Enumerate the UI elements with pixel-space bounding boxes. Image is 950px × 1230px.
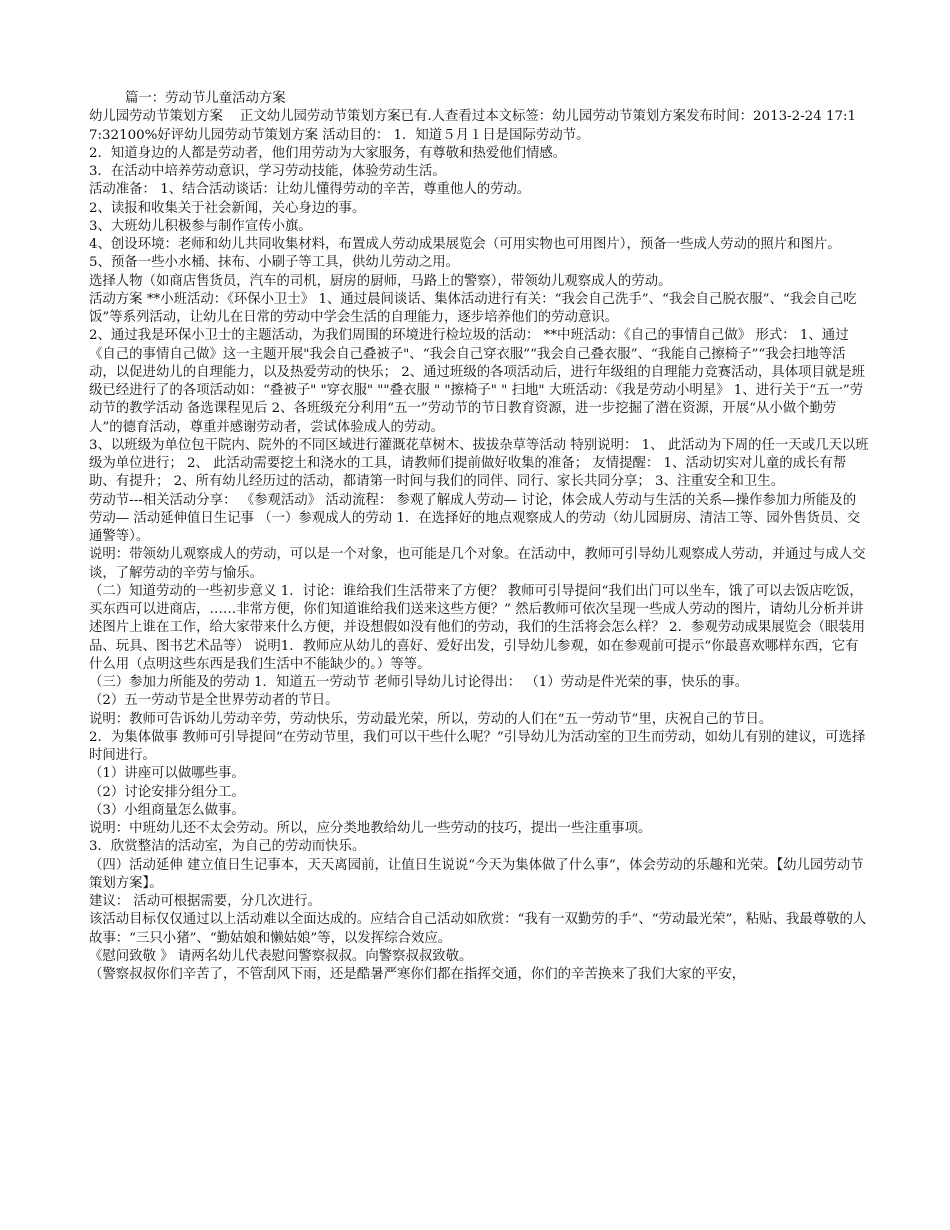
- paragraph: 3、以班级为单位包干院内、院外的不同区域进行灌溉花草树木、拔拔杂草等活动 特别说明： 1、 此活动为下周的任一天或几天以班级为单位进行； 2、 此活动需要挖土和浇水的工具，请教师们提前做好收集的准备； 友情提醒： 1、活动切实对儿童的成长有帮助、有提升； 2、所有幼儿经历过的活动，都请第一时间与我们的同伴、同行、家长共同分享； 3、注重安全和卫生。: [89, 437, 869, 490]
- paragraph: 幼儿园劳动节策划方案 正文幼儿园劳动节策划方案已有.人查看过本文标签：幼儿园劳动节策划方案发布时间：2013-2-24 17:17:32100%好评幼儿园劳动节策划方案 活动目的： 1．知道５月１日是国际劳动节。: [89, 109, 857, 143]
- paragraph: 2．知道身边的人都是劳动者，他们用劳动为大家服务，有尊敬和热爱他们情感。: [89, 145, 567, 161]
- document-body: [89, 90, 869, 984]
- list-item: （3）小组商量怎么做事。: [89, 802, 245, 818]
- paragraph: 说明：带领幼儿观察成人的劳动，可以是一个对象，也可能是几个对象。在活动中，教师可引导幼儿观察成人劳动，并通过与成人交谈，了解劳动的辛劳与愉乐。: [89, 547, 866, 581]
- paragraph: （四）活动延伸 建立值日生记事本，天天离园前，让值日生说说“今天为集体做了什么事”，体会劳动的乐趣和光荣。【幼儿园劳动节策划方案】。: [89, 857, 864, 891]
- list-item: （1）讲座可以做哪些事。: [89, 766, 245, 782]
- paragraph: 《慰问致敬 》 请两名幼儿代表慰问警察叔叔。向警察叔叔致敬。: [89, 948, 473, 964]
- document-title: 篇一：劳动节儿童活动方案: [125, 91, 286, 106]
- paragraph: （警察叔叔你们辛苦了，不管刮风下雨，还是酷暑严寒你们都在指挥交通，你们的辛苦换来了我们大家的平安，: [89, 967, 746, 982]
- list-item: （2）讨论安排分组分工。: [89, 784, 245, 800]
- paragraph: 劳动节---相关活动分享： 《参观活动》 活动流程： 参观了解成人劳动— 讨论，体会成人劳动与生活的关系—操作参加力所能及的劳动— 活动延伸值日生记事 （一）参观成人的劳动 1．在选择好的地点观察成人的劳动（幼儿园厨房、清洁工等、园外售货员、交通警等）。: [89, 492, 861, 544]
- paragraph: 说明：中班幼儿还不太会劳动。所以，应分类地教给幼儿一些劳动的技巧，提出一些注重事项。: [89, 821, 652, 836]
- paragraph: 活动方案 **小班活动：《环保小卫士》 1、通过晨间谈话、集体活动进行有关：“我会自己洗手”、“我会自己脱衣服”、“我会自己吃饭”等系列活动，让幼儿在日常的劳动中学会生活的自理能力，逐步培养他们的劳动意识。: [89, 291, 857, 325]
- paragraph: （二）知道劳动的一些初步意义 1．讨论：谁给我们生活带来了方便？ 教师可引导提问“我们出门可以坐车，饿了可以去饭店吃饭，买东西可以进商店，……非常方便，你们知道谁给我们送来这些方便？” 然后教师可依次呈现一些成人劳动的图片，请幼儿分析并讲述图片上谁在工作，给大家带来什么方便，并设想假如没有他们的劳动，我们的生活将会怎么样？ 2．参观劳动成果展览会（眼装用品、玩具、图书艺术品等） 说明1．教师应从幼儿的喜好、爱好出发，引导幼儿参观，如在参观前可提示“你最喜欢哪样东西，它有什么用（点明这些东西是我们生活中不能缺少的。）等等。: [89, 583, 866, 672]
- paragraph: 4、创设环境：老师和幼儿共同收集材料，布置成人劳动成果展览会（可用实物也可用图片），预备一些成人劳动的照片和图片。: [89, 237, 841, 252]
- paragraph: 活动准备： 1、结合活动谈话：让幼儿懂得劳动的辛苦，尊重他人的劳动。: [89, 182, 531, 198]
- paragraph: 说明：教师可告诉幼儿劳动辛劳，劳动快乐，劳动最光荣，所以，劳动的人们在“五一劳动节”里，庆祝自己的节日。: [89, 711, 773, 727]
- paragraph: 3、大班幼儿积极参与制作宣传小旗。: [89, 218, 312, 234]
- paragraph: 3．欣赏整洁的活动室，为自己的劳动而快乐。: [89, 839, 366, 855]
- paragraph: 3．在活动中培养劳动意识，学习劳动技能，体验劳动生活。: [89, 164, 446, 179]
- paragraph: 5、预备一些小水桶、抹布、小刷子等工具，供幼儿劳动之用。: [89, 255, 460, 271]
- paragraph: 2、通过我是环保小卫士的主题活动，为我们周围的环境进行检垃圾的活动： **中班活动：《自己的事情自己做》 形式： 1、通过《自己的事情自己做》这一主题开展"我会自己叠被子"、“我会自己穿衣服”“我会自己叠衣服”、“我能自己擦椅子”“我会扫地等活动，以促进幼儿的自理能力，以及热爱劳动的快乐； 2、通过班级的各项活动后，进行年级组的自理能力竞赛活动，具体项目就是班级已经进行了的各项活动如：“叠被子" "穿衣服" ""叠衣服 " "擦椅子" " 扫地" 大班活动：《我是劳动小明星》 1、进行关于“五一”劳动节的教学活动 备选课程见后 2、各班级充分利用“五一”劳动节的节日教育资源，进一步挖掘了潜在资源，开展“从小做个勤劳人”的德育活动，尊重并感谢劳动者，尝试体验成人的劳动。: [89, 328, 866, 435]
- paragraph: （三）参加力所能及的劳动 1．知道五一劳动节 老师引导幼儿讨论得出： （1）劳动是件光荣的事，快乐的事。: [89, 675, 749, 690]
- paragraph: （2）五一劳动节是全世界劳动者的节日。: [89, 693, 339, 709]
- paragraph: 2、读报和收集关于社会新闻，关心身边的事。: [89, 200, 366, 216]
- paragraph: 选择人物（如商店售货员，汽车的司机，厨房的厨师，马路上的警察），带领幼儿观察成人的劳动。: [89, 273, 672, 289]
- paragraph: 该活动目标仅仅通过以上活动难以全面达成的。应结合自己活动如欣赏：“我有一双勤劳的手”、“劳动最光荣”，粘贴、我最尊敬的人故事：“三只小猪”、“勤姑娘和懒姑娘”等，以发挥综合效应。: [89, 912, 867, 946]
- paragraph: 2．为集体做事 教师可引导提问“在劳动节里，我们可以干些什么呢？”引导幼儿为活动室的卫生而劳动，如幼儿有别的建议，可选择时间进行。: [89, 729, 866, 763]
- paragraph: 建议： 活动可根据需要，分几次进行。: [89, 894, 321, 909]
